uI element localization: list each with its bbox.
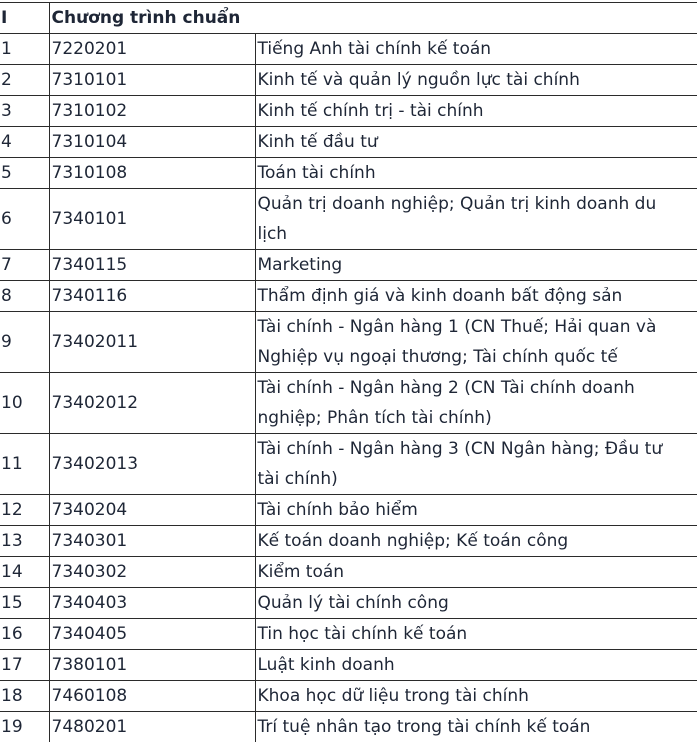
program-code: 7340116: [49, 281, 255, 312]
program-name: Kinh tế chính trị - tài chính: [255, 96, 697, 127]
table-row: [0, 96, 697, 127]
table-row: [0, 712, 697, 742]
table-row: [0, 373, 697, 434]
program-code: 73402013: [49, 434, 255, 495]
program-code: 7310108: [49, 158, 255, 189]
program-name: Trí tuệ nhân tạo trong tài chính kế toán: [255, 712, 697, 742]
table-row: [0, 281, 697, 312]
program-code: 7310104: [49, 127, 255, 158]
row-index: 1: [0, 34, 49, 65]
program-code: 7310101: [49, 65, 255, 96]
program-name: Tiếng Anh tài chính kế toán: [255, 34, 697, 65]
table-row: [0, 526, 697, 557]
row-index: 17: [0, 650, 49, 681]
program-code: 7340302: [49, 557, 255, 588]
row-index: 9: [0, 312, 49, 373]
row-index: 10: [0, 373, 49, 434]
table-row: [0, 650, 697, 681]
program-name: Kiểm toán: [255, 557, 697, 588]
program-name: Tin học tài chính kế toán: [255, 619, 697, 650]
row-index: 15: [0, 588, 49, 619]
table-row: [0, 588, 697, 619]
row-index: 11: [0, 434, 49, 495]
table-row: [0, 189, 697, 250]
program-code: 7480201: [49, 712, 255, 742]
section-number: I: [0, 3, 49, 34]
row-index: 3: [0, 96, 49, 127]
programs-table: [0, 2, 697, 742]
row-index: 13: [0, 526, 49, 557]
table-row: [0, 495, 697, 526]
program-name: Tài chính - Ngân hàng 3 (CN Ngân hàng; Đầu tư tài chính): [255, 434, 697, 495]
program-code: 7340204: [49, 495, 255, 526]
row-index: 4: [0, 127, 49, 158]
row-index: 19: [0, 712, 49, 742]
program-code: 7340301: [49, 526, 255, 557]
program-name: Tài chính - Ngân hàng 1 (CN Thuế; Hải quan và Nghiệp vụ ngoại thương; Tài chính quốc tế: [255, 312, 697, 373]
program-name: Kinh tế đầu tư: [255, 127, 697, 158]
row-index: 14: [0, 557, 49, 588]
program-name: Tài chính - Ngân hàng 2 (CN Tài chính doanh nghiệp; Phân tích tài chính): [255, 373, 697, 434]
row-index: 18: [0, 681, 49, 712]
program-code: 7340101: [49, 189, 255, 250]
section-title: Chương trình chuẩn: [49, 3, 697, 34]
program-code: 7340115: [49, 250, 255, 281]
row-index: 5: [0, 158, 49, 189]
program-name: Toán tài chính: [255, 158, 697, 189]
table-row: [0, 34, 697, 65]
program-name: Tài chính bảo hiểm: [255, 495, 697, 526]
program-code: 7220201: [49, 34, 255, 65]
row-index: 6: [0, 189, 49, 250]
program-name: Luật kinh doanh: [255, 650, 697, 681]
table-row: [0, 619, 697, 650]
table-row: [0, 65, 697, 96]
program-code: 7310102: [49, 96, 255, 127]
program-code: 7340403: [49, 588, 255, 619]
program-name: Kế toán doanh nghiệp; Kế toán công: [255, 526, 697, 557]
row-index: 12: [0, 495, 49, 526]
table-row: [0, 557, 697, 588]
table-row: [0, 250, 697, 281]
row-index: 16: [0, 619, 49, 650]
program-name: Marketing: [255, 250, 697, 281]
row-index: 7: [0, 250, 49, 281]
table-row: [0, 312, 697, 373]
table-row: [0, 127, 697, 158]
section-header-row: [0, 3, 697, 34]
program-code: 7460108: [49, 681, 255, 712]
program-name: Thẩm định giá và kinh doanh bất động sản: [255, 281, 697, 312]
program-name: Khoa học dữ liệu trong tài chính: [255, 681, 697, 712]
table-row: [0, 158, 697, 189]
program-code: 7340405: [49, 619, 255, 650]
program-name: Quản trị doanh nghiệp; Quản trị kinh doanh du lịch: [255, 189, 697, 250]
row-index: 2: [0, 65, 49, 96]
program-code: 73402011: [49, 312, 255, 373]
program-code: 7380101: [49, 650, 255, 681]
row-index: 8: [0, 281, 49, 312]
program-name: Quản lý tài chính công: [255, 588, 697, 619]
program-code: 73402012: [49, 373, 255, 434]
table-row: [0, 681, 697, 712]
program-name: Kinh tế và quản lý nguồn lực tài chính: [255, 65, 697, 96]
table-row: [0, 434, 697, 495]
